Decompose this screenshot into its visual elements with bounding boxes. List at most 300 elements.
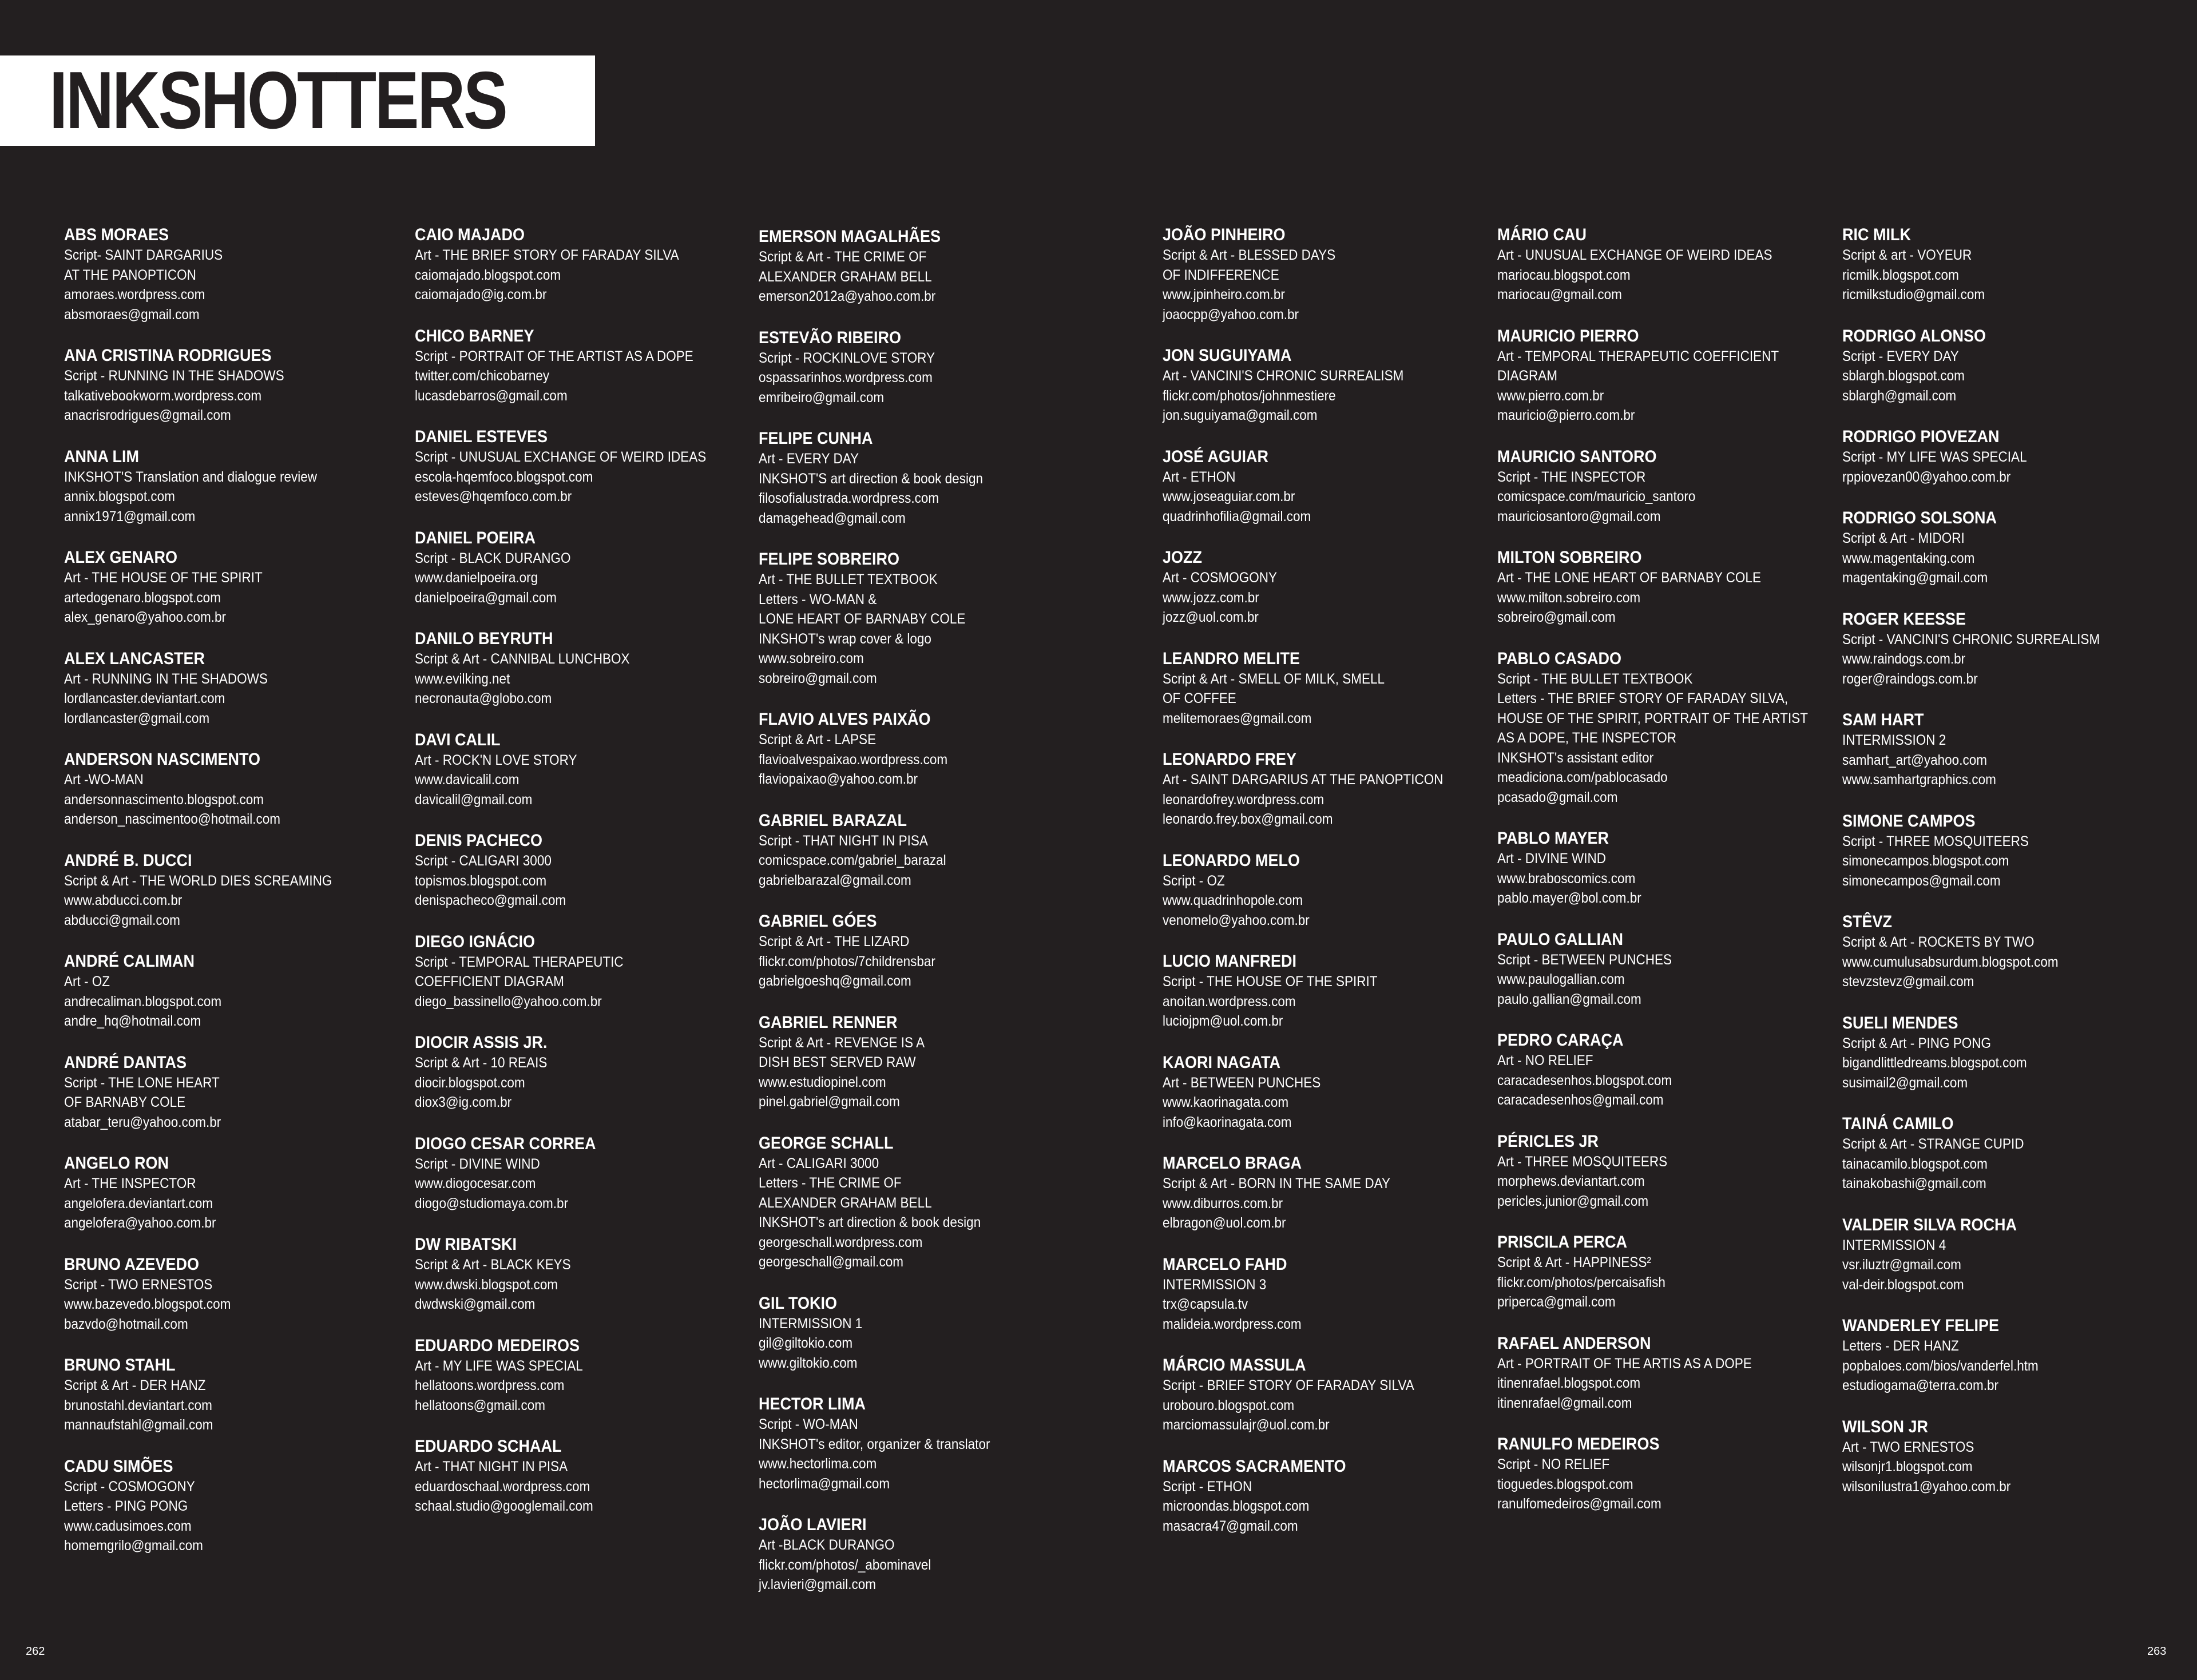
- contributor-detail: Script - OZ: [1163, 872, 1225, 889]
- contributor-detail: www.cumulusabsurdum.blogspot.com: [1842, 954, 2059, 970]
- contributor-detail: susimail2@gmail.com: [1842, 1074, 1968, 1091]
- contributor-detail: ricmilkstudio@gmail.com: [1842, 287, 1985, 303]
- contributor-detail: Art - THREE MOSQUITEERS: [1497, 1153, 1668, 1170]
- contributor-detail: Script - TWO ERNESTOS: [64, 1276, 213, 1293]
- contributor-name: DW RIBATSKI: [415, 1235, 517, 1254]
- contributor-name: JOZZ: [1163, 548, 1203, 567]
- credit-entry: [64, 1355, 407, 1435]
- contributor-detail: Art - TWO ERNESTOS: [1842, 1439, 1974, 1455]
- contributor-detail: caracadesenhos.blogspot.com: [1497, 1072, 1672, 1089]
- credit-entry: [759, 428, 1102, 528]
- contributor-name: RODRIGO ALONSO: [1842, 326, 1986, 345]
- contributor-name: ANNA LIM: [64, 447, 139, 466]
- contributor-name: CADU SIMÕES: [64, 1456, 173, 1476]
- contributor-name: DAVI CALIL: [415, 730, 501, 749]
- contributor-detail: bazvdo@hotmail.com: [64, 1316, 188, 1332]
- contributor-detail: Script - DIVINE WIND: [415, 1155, 540, 1172]
- credit-entry: [1497, 1434, 1841, 1514]
- contributor-detail: Script - THE INSPECTOR: [1497, 468, 1646, 485]
- contributor-detail: homemgrilo@gmail.com: [64, 1538, 203, 1554]
- contributor-detail: Script - UNUSUAL EXCHANGE OF WEIRD IDEAS: [415, 449, 707, 465]
- contributor-detail: Art - PORTRAIT OF THE ARTIS AS A DOPE: [1497, 1355, 1752, 1372]
- contributor-detail: ranulfomedeiros@gmail.com: [1497, 1496, 1661, 1512]
- credit-entry: [64, 225, 407, 324]
- credits-column-6: [1842, 225, 2186, 1518]
- contributor-detail: leonardo.frey.box@gmail.com: [1163, 811, 1333, 827]
- contributor-detail: INTERMISSION 2: [1842, 732, 1946, 748]
- contributor-detail: brunostahl.deviantart.com: [64, 1397, 212, 1413]
- credit-entry: [1163, 951, 1506, 1031]
- contributor-detail: HOUSE OF THE SPIRIT, PORTRAIT OF THE ARTIST: [1497, 710, 1809, 726]
- contributor-detail: venomelo@yahoo.com.br: [1163, 912, 1310, 928]
- contributor-detail: flickr.com/photos/johnmestiere: [1163, 387, 1336, 404]
- contributor-detail: bigandlittledreams.blogspot.com: [1842, 1055, 2027, 1071]
- contributor-detail: ricmilk.blogspot.com: [1842, 267, 1959, 283]
- credit-entry: [759, 911, 1102, 991]
- contributor-detail: OF INDIFFERENCE: [1163, 267, 1279, 283]
- credit-entry: [64, 1153, 407, 1233]
- contributor-detail: rppiovezan00@yahoo.com.br: [1842, 468, 2011, 485]
- contributor-name: JON SUGUIYAMA: [1163, 346, 1292, 365]
- credit-entry: [64, 1456, 407, 1556]
- credit-entry: [759, 549, 1102, 688]
- contributor-detail: diego_bassinello@yahoo.com.br: [415, 993, 602, 1010]
- contributor-detail: itinenrafael.blogspot.com: [1497, 1375, 1641, 1391]
- contributor-detail: samhart_art@yahoo.com: [1842, 752, 1987, 768]
- contributor-detail: andersonnascimento.blogspot.com: [64, 791, 264, 808]
- contributor-detail: dwdwski@gmail.com: [415, 1296, 536, 1312]
- contributor-detail: Script & Art - BLACK KEYS: [415, 1257, 571, 1273]
- contributor-detail: gabrielgoeshq@gmail.com: [759, 973, 911, 989]
- contributor-detail: sobreiro@gmail.com: [1497, 609, 1616, 625]
- contributor-detail: eduardoschaal.wordpress.com: [415, 1478, 590, 1495]
- page-title: INKSHOTTERS: [49, 55, 506, 146]
- credit-entry: [1842, 1114, 2186, 1194]
- contributor-detail: davicalil@gmail.com: [415, 791, 533, 808]
- contributor-detail: Script & Art - HAPPINESS²: [1497, 1254, 1651, 1270]
- contributor-name: ANA CRISTINA RODRIGUES: [64, 346, 272, 365]
- contributor-name: RODRIGO SOLSONA: [1842, 509, 1997, 527]
- contributor-detail: estudiogama@terra.com.br: [1842, 1377, 1998, 1393]
- contributor-detail: www.milton.sobreiro.com: [1497, 589, 1641, 606]
- contributor-detail: Art -WO-MAN: [64, 772, 144, 788]
- contributor-detail: hellatoons.wordpress.com: [415, 1377, 565, 1393]
- contributor-detail: marciomassulajr@uol.com.br: [1163, 1417, 1330, 1433]
- contributor-detail: Script - WO-MAN: [759, 1416, 858, 1432]
- contributor-detail: microondas.blogspot.com: [1163, 1498, 1310, 1514]
- contributor-detail: Script - MY LIFE WAS SPECIAL: [1842, 449, 2027, 465]
- contributor-detail: urobouro.blogspot.com: [1163, 1397, 1295, 1413]
- contributor-detail: flickr.com/photos/_abominavel: [759, 1556, 931, 1573]
- contributor-name: GIL TOKIO: [759, 1293, 838, 1313]
- credit-entry: [759, 1515, 1102, 1595]
- contributor-detail: Art - ROCK'N LOVE STORY: [415, 752, 577, 768]
- contributor-detail: caracadesenhos@gmail.com: [1497, 1092, 1664, 1108]
- credit-entry: [415, 528, 758, 608]
- credits-column-4: [1163, 225, 1506, 1557]
- contributor-detail: caiomajado@ig.com.br: [415, 287, 547, 303]
- credit-entry: [1497, 447, 1841, 527]
- contributor-name: MAURICIO SANTORO: [1497, 447, 1657, 466]
- contributor-detail: www.hectorlima.com: [759, 1456, 877, 1472]
- contributor-detail: Script - RUNNING IN THE SHADOWS: [64, 368, 284, 384]
- credit-entry: [415, 629, 758, 709]
- contributor-detail: diogo@studiomaya.com.br: [415, 1195, 568, 1212]
- contributor-detail: Script - NO RELIEF: [1497, 1456, 1610, 1472]
- contributor-detail: Art - TEMPORAL THERAPEUTIC COEFFICIENT: [1497, 348, 1779, 364]
- contributor-detail: pablo.mayer@bol.com.br: [1497, 890, 1641, 906]
- credit-entry: [1842, 811, 2186, 891]
- credit-entry: [1842, 225, 2186, 305]
- credit-entry: [1163, 447, 1506, 527]
- contributor-detail: georgeschall@gmail.com: [759, 1254, 903, 1270]
- contributor-detail: INKSHOT's editor, organizer & translator: [759, 1436, 990, 1452]
- contributor-name: SUELI MENDES: [1842, 1013, 1958, 1032]
- contributor-detail: topismos.blogspot.com: [415, 872, 547, 889]
- credit-entry: [64, 1053, 407, 1133]
- contributor-detail: Art - THE INSPECTOR: [64, 1175, 196, 1192]
- contributor-detail: www.danielpoeira.org: [415, 570, 538, 586]
- contributor-detail: twitter.com/chicobarney: [415, 368, 550, 384]
- credit-entry: [1163, 749, 1506, 829]
- contributor-detail: Art - VANCINI'S CHRONIC SURREALISM: [1163, 368, 1404, 384]
- credit-entry: [759, 328, 1102, 408]
- credit-entry: [64, 547, 407, 627]
- contributor-detail: Script & Art - BLESSED DAYS: [1163, 247, 1336, 263]
- contributor-name: EDUARDO SCHAAL: [415, 1437, 562, 1456]
- contributor-detail: sblargh@gmail.com: [1842, 387, 1957, 404]
- contributor-name: ALEX GENARO: [64, 548, 178, 567]
- contributor-name: KAORI NAGATA: [1163, 1053, 1280, 1072]
- contributor-detail: Script - EVERY DAY: [1842, 348, 1959, 364]
- contributor-detail: Script - BRIEF STORY OF FARADAY SILVA: [1163, 1377, 1414, 1393]
- contributor-detail: esteves@hqemfoco.com.br: [415, 488, 572, 505]
- contributor-detail: OF COFFEE: [1163, 690, 1236, 706]
- contributor-detail: talkativebookworm.wordpress.com: [64, 387, 262, 404]
- credit-entry: [759, 1133, 1102, 1272]
- credit-entry: [1842, 508, 2186, 588]
- contributor-name: PAULO GALLIAN: [1497, 930, 1623, 949]
- contributor-detail: gil@giltokio.com: [759, 1335, 853, 1351]
- contributor-detail: Script - COSMOGONY: [64, 1478, 195, 1495]
- contributor-name: JOÃO LAVIERI: [759, 1515, 867, 1534]
- contributor-detail: Script - ROCKINLOVE STORY: [759, 349, 935, 366]
- contributor-detail: vsr.iluztr@gmail.com: [1842, 1257, 1961, 1273]
- contributor-detail: lucasdebarros@gmail.com: [415, 387, 568, 404]
- credit-entry: [1497, 1232, 1841, 1312]
- contributor-name: PABLO CASADO: [1497, 649, 1622, 668]
- contributor-detail: morphews.deviantart.com: [1497, 1173, 1645, 1189]
- contributor-detail: diox3@ig.com.br: [415, 1094, 512, 1110]
- contributor-detail: artedogenaro.blogspot.com: [64, 589, 221, 606]
- contributor-detail: joaocpp@yahoo.com.br: [1163, 306, 1299, 323]
- contributor-detail: flavioalvespaixao.wordpress.com: [759, 751, 948, 768]
- contributor-detail: magentaking@gmail.com: [1842, 570, 1988, 586]
- contributor-detail: Art - THE HOUSE OF THE SPIRIT: [64, 570, 263, 586]
- contributor-name: DIOCIR ASSIS JR.: [415, 1033, 548, 1052]
- credit-entry: [1497, 1333, 1841, 1413]
- contributor-detail: Script - BETWEEN PUNCHES: [1497, 951, 1672, 968]
- contributor-detail: hellatoons@gmail.com: [415, 1397, 545, 1413]
- contributor-detail: www.diburros.com.br: [1163, 1195, 1283, 1212]
- contributor-detail: www.dwski.blogspot.com: [415, 1276, 558, 1293]
- contributor-name: ROGER KEESSE: [1842, 609, 1966, 629]
- contributor-detail: INKSHOT'S Translation and dialogue review: [64, 468, 318, 485]
- contributor-detail: angelofera@yahoo.com.br: [64, 1215, 216, 1231]
- credit-entry: [1163, 1053, 1506, 1133]
- contributor-detail: www.evilking.net: [415, 670, 510, 687]
- credit-entry: [759, 811, 1102, 891]
- contributor-detail: meadiciona.com/pablocasado: [1497, 769, 1668, 785]
- page-number-left: 262: [26, 1645, 45, 1658]
- contributor-detail: comicspace.com/gabriel_barazal: [759, 852, 946, 868]
- credit-entry: [64, 851, 407, 931]
- contributor-detail: Script & art - VOYEUR: [1842, 247, 1972, 263]
- contributor-detail: Script - TEMPORAL THERAPEUTIC: [415, 954, 624, 970]
- contributor-detail: damagehead@gmail.com: [759, 510, 906, 526]
- credit-entry: [1842, 609, 2186, 689]
- contributor-detail: mauricio@pierro.com.br: [1497, 407, 1635, 423]
- contributor-name: MAURICIO PIERRO: [1497, 326, 1639, 345]
- contributor-name: ANDRÉ CALIMAN: [64, 952, 195, 971]
- contributor-detail: priperca@gmail.com: [1497, 1294, 1616, 1310]
- contributor-name: HECTOR LIMA: [759, 1395, 866, 1413]
- contributor-detail: Art - THE BRIEF STORY OF FARADAY SILVA: [415, 247, 679, 263]
- contributor-detail: alex_genaro@yahoo.com.br: [64, 609, 227, 625]
- credit-entry: [1842, 1215, 2186, 1295]
- contributor-detail: INTERMISSION 4: [1842, 1237, 1946, 1253]
- page-number-right: 263: [2147, 1645, 2167, 1658]
- contributor-name: BRUNO STAHL: [64, 1356, 176, 1375]
- contributor-detail: www.paulogallian.com: [1497, 971, 1625, 987]
- contributor-name: LEONARDO MELO: [1163, 851, 1300, 870]
- contributor-name: JOSÉ AGUIAR: [1163, 447, 1269, 466]
- contributor-detail: Script & Art - REVENGE IS A: [759, 1034, 925, 1051]
- credit-entry: [64, 447, 407, 527]
- contributor-detail: sobreiro@gmail.com: [759, 670, 877, 686]
- credits-column-3: [759, 227, 1102, 1616]
- contributor-detail: hectorlima@gmail.com: [759, 1475, 890, 1492]
- contributor-detail: Script - VANCINI'S CHRONIC SURREALISM: [1842, 631, 2100, 648]
- credit-entry: [1842, 1316, 2186, 1396]
- contributor-detail: Script- SAINT DARGARIUS: [64, 247, 223, 263]
- contributor-detail: gabrielbarazal@gmail.com: [759, 872, 911, 888]
- contributor-detail: emerson2012a@yahoo.com.br: [759, 288, 936, 304]
- contributor-detail: AT THE PANOPTICON: [64, 267, 196, 283]
- credits-column-2: [415, 225, 758, 1538]
- credit-entry: [1163, 1355, 1506, 1435]
- contributor-name: GABRIEL BARAZAL: [759, 811, 907, 830]
- contributor-name: DANIEL ESTEVES: [415, 427, 548, 446]
- contributor-detail: Art - BETWEEN PUNCHES: [1163, 1074, 1321, 1091]
- credit-entry: [1842, 912, 2186, 992]
- contributor-detail: danielpoeira@gmail.com: [415, 589, 557, 606]
- credit-entry: [1163, 649, 1506, 729]
- contributor-detail: stevzstevz@gmail.com: [1842, 974, 1974, 990]
- contributor-name: MÁRCIO MASSULA: [1163, 1356, 1306, 1375]
- credit-entry: [1842, 710, 2186, 790]
- contributor-detail: andrecaliman.blogspot.com: [64, 993, 222, 1010]
- credit-entry: [415, 1134, 758, 1214]
- credit-entry: [1163, 225, 1506, 324]
- credit-entry: [64, 649, 407, 729]
- contributor-name: MÁRIO CAU: [1497, 225, 1587, 244]
- contributor-name: RANULFO MEDEIROS: [1497, 1435, 1660, 1453]
- contributor-detail: Art - UNUSUAL EXCHANGE OF WEIRD IDEAS: [1497, 247, 1772, 263]
- contributor-detail: quadrinhofilia@gmail.com: [1163, 508, 1311, 525]
- contributor-name: DANIEL POEIRA: [415, 528, 536, 547]
- credit-entry: [1163, 345, 1506, 426]
- credit-entry: [64, 345, 407, 426]
- contributor-detail: www.jpinheiro.com.br: [1163, 287, 1285, 303]
- contributor-detail: melitemoraes@gmail.com: [1163, 710, 1312, 726]
- contributor-detail: DIAGRAM: [1497, 368, 1558, 384]
- credit-entry: [1497, 930, 1841, 1010]
- contributor-detail: Script - PORTRAIT OF THE ARTIST AS A DOPE: [415, 348, 693, 364]
- contributor-detail: pinel.gabriel@gmail.com: [759, 1094, 900, 1110]
- contributor-detail: www.samhartgraphics.com: [1842, 772, 1996, 788]
- credit-entry: [759, 1012, 1102, 1112]
- contributor-detail: sblargh.blogspot.com: [1842, 368, 1965, 384]
- contributor-detail: www.kaorinagata.com: [1163, 1094, 1289, 1110]
- contributor-detail: mariocau.blogspot.com: [1497, 267, 1631, 283]
- contributor-detail: INKSHOT's art direction & book design: [759, 1214, 981, 1230]
- contributor-detail: Script - THE BULLET TEXTBOOK: [1497, 670, 1693, 687]
- contributor-detail: Art - COSMOGONY: [1163, 570, 1278, 586]
- credit-entry: [415, 427, 758, 507]
- contributor-detail: Letters - THE CRIME OF: [759, 1175, 902, 1191]
- contributor-name: DENIS PACHECO: [415, 831, 543, 850]
- contributor-name: LEANDRO MELITE: [1163, 649, 1300, 668]
- contributor-detail: INTERMISSION 3: [1163, 1276, 1267, 1293]
- credit-entry: [415, 932, 758, 1012]
- contributor-detail: Script & Art - THE WORLD DIES SCREAMING: [64, 872, 332, 889]
- contributor-detail: INKSHOT's wrap cover & logo: [759, 630, 931, 647]
- credit-entry: [1497, 326, 1841, 426]
- contributor-detail: Art - ETHON: [1163, 468, 1236, 485]
- contributor-name: ANGELO RON: [64, 1154, 169, 1173]
- credit-entry: [1842, 326, 2186, 406]
- contributor-detail: www.giltokio.com: [759, 1355, 858, 1371]
- contributor-detail: mariocau@gmail.com: [1497, 287, 1622, 303]
- contributor-detail: annix1971@gmail.com: [64, 508, 196, 525]
- contributor-detail: ALEXANDER GRAHAM BELL: [759, 1194, 932, 1211]
- contributor-detail: flickr.com/photos/percaisafish: [1497, 1274, 1665, 1290]
- contributor-detail: Script & Art - LAPSE: [759, 732, 877, 748]
- credit-entry: [1163, 1254, 1506, 1335]
- contributor-name: ANDRÉ DANTAS: [64, 1053, 187, 1072]
- contributor-name: LEONARDO FREY: [1163, 750, 1297, 769]
- credits-column-1: [64, 225, 407, 1577]
- contributor-detail: comicspace.com/mauricio_santoro: [1497, 488, 1696, 505]
- contributor-name: CAIO MAJADO: [415, 225, 525, 244]
- contributor-detail: OF BARNABY COLE: [64, 1094, 186, 1110]
- credit-entry: [1842, 1013, 2186, 1093]
- contributor-detail: Art - EVERY DAY: [759, 451, 859, 467]
- credit-entry: [1497, 1131, 1841, 1212]
- credit-entry: [415, 730, 758, 810]
- contributor-detail: leonardofrey.wordpress.com: [1163, 791, 1324, 808]
- contributor-name: RAFAEL ANDERSON: [1497, 1333, 1651, 1353]
- contributor-detail: Art - CALIGARI 3000: [759, 1155, 879, 1171]
- contributor-name: DIEGO IGNÁCIO: [415, 932, 536, 951]
- contributor-detail: simonecampos@gmail.com: [1842, 872, 2001, 889]
- credit-entry: [1842, 1417, 2186, 1497]
- contributor-detail: Art - SAINT DARGARIUS AT THE PANOPTICON: [1163, 772, 1443, 788]
- contributor-detail: Script & Art - ROCKETS BY TWO: [1842, 934, 2035, 950]
- contributor-detail: abducci@gmail.com: [64, 912, 180, 928]
- credit-entry: [1163, 851, 1506, 931]
- contributor-detail: flickr.com/photos/7childrensbar: [759, 953, 935, 970]
- contributor-detail: Letters - WO-MAN &: [759, 591, 877, 607]
- contributor-detail: Art - OZ: [64, 974, 110, 990]
- contributor-detail: LONE HEART OF BARNABY COLE: [759, 611, 966, 627]
- contributor-detail: amoraes.wordpress.com: [64, 287, 205, 303]
- contributor-detail: Letters - DER HANZ: [1842, 1338, 1959, 1354]
- contributor-detail: elbragon@uol.com.br: [1163, 1215, 1286, 1231]
- credit-entry: [64, 749, 407, 829]
- contributor-name: FELIPE CUNHA: [759, 429, 873, 448]
- contributor-detail: itinenrafael@gmail.com: [1497, 1395, 1632, 1411]
- contributor-detail: AS A DOPE, THE INSPECTOR: [1497, 730, 1677, 746]
- contributor-detail: Script & Art - MIDORI: [1842, 530, 1965, 546]
- contributor-name: ESTEVÃO RIBEIRO: [759, 328, 902, 347]
- contributor-detail: Art - NO RELIEF: [1497, 1053, 1593, 1069]
- credit-entry: [1497, 225, 1841, 305]
- contributor-detail: www.joseaguiar.com.br: [1163, 488, 1295, 505]
- contributor-detail: DISH BEST SERVED RAW: [759, 1054, 916, 1070]
- contributor-name: DIOGO CESAR CORREA: [415, 1134, 596, 1153]
- contributor-name: TAINÁ CAMILO: [1842, 1114, 1954, 1133]
- contributor-detail: Art - DIVINE WIND: [1497, 851, 1606, 867]
- contributor-detail: lordlancaster.deviantart.com: [64, 690, 225, 706]
- contributor-name: VALDEIR SILVA ROCHA: [1842, 1215, 2017, 1234]
- contributor-detail: popbaloes.com/bios/vanderfel.htm: [1842, 1357, 2039, 1374]
- contributor-detail: annix.blogspot.com: [64, 488, 175, 505]
- contributor-detail: emribeiro@gmail.com: [759, 389, 885, 406]
- contributor-name: FELIPE SOBREIRO: [759, 550, 900, 569]
- contributor-detail: www.abducci.com.br: [64, 892, 183, 908]
- contributor-name: MARCELO BRAGA: [1163, 1154, 1302, 1173]
- contributor-detail: flaviopaixao@yahoo.com.br: [759, 771, 918, 787]
- credit-entry: [1497, 1030, 1841, 1110]
- contributor-detail: COEFFICIENT DIAGRAM: [415, 974, 564, 990]
- contributor-detail: roger@raindogs.com.br: [1842, 670, 1978, 687]
- contributor-detail: Script - THAT NIGHT IN PISA: [759, 832, 928, 849]
- contributor-detail: tioguedes.blogspot.com: [1497, 1476, 1633, 1492]
- contributor-name: EDUARDO MEDEIROS: [415, 1336, 580, 1355]
- contributor-detail: anacrisrodrigues@gmail.com: [64, 407, 231, 423]
- contributor-name: MARCELO FAHD: [1163, 1254, 1287, 1274]
- contributor-detail: Script - THREE MOSQUITEERS: [1842, 833, 2029, 849]
- contributor-detail: denispacheco@gmail.com: [415, 892, 566, 908]
- credit-entry: [415, 1436, 758, 1516]
- contributor-detail: necronauta@globo.com: [415, 690, 552, 706]
- credit-entry: [415, 1032, 758, 1113]
- contributor-detail: www.raindogs.com.br: [1842, 651, 1966, 667]
- contributor-detail: INKSHOT's assistant editor: [1497, 749, 1654, 766]
- credit-entry: [415, 225, 758, 305]
- contributor-name: ABS MORAES: [64, 225, 169, 244]
- credit-entry: [415, 1234, 758, 1314]
- contributor-detail: www.jozz.com.br: [1163, 589, 1259, 606]
- credit-entry: [759, 1293, 1102, 1373]
- contributor-name: ALEX LANCASTER: [64, 649, 205, 668]
- contributor-detail: Letters - PING PONG: [64, 1498, 188, 1514]
- contributor-detail: Script & Art - SMELL OF MILK, SMELL: [1163, 670, 1385, 687]
- contributor-name: GABRIEL GÓES: [759, 912, 877, 931]
- contributor-detail: Script & Art - BORN IN THE SAME DAY: [1163, 1175, 1390, 1192]
